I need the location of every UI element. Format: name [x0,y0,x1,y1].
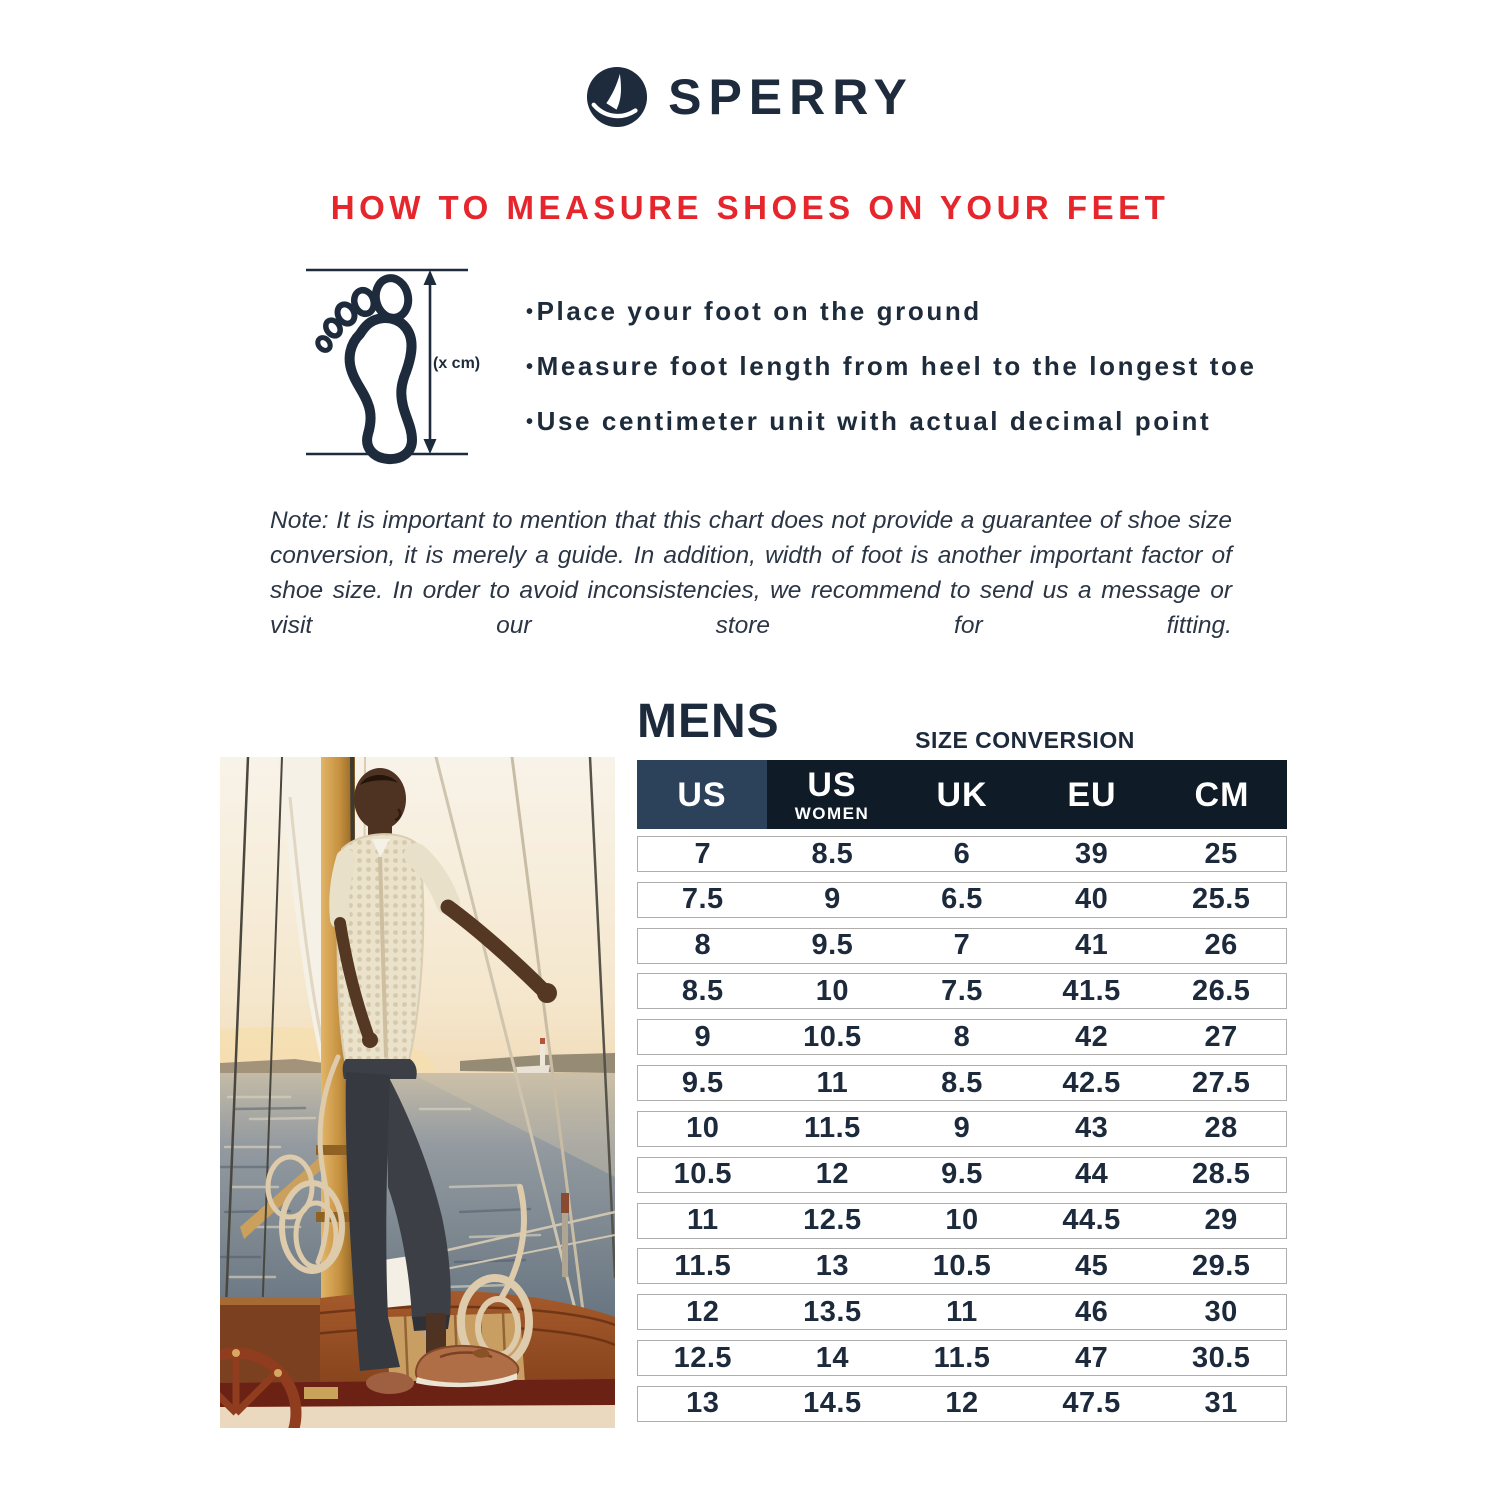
column-header-us [637,760,767,829]
table-cell: 28.5 [1191,1158,1251,1191]
table-cell: 30.5 [1191,1341,1251,1374]
table-row [637,928,1287,964]
table-cell: 26.5 [1191,974,1251,1007]
table-cell: 13 [686,1387,720,1420]
column-header-us-women [767,760,897,829]
table-cell: 12 [686,1295,720,1328]
table-cell: 41 [1074,929,1109,962]
table-cell: 12 [945,1387,979,1420]
table-cell: 9 [953,1112,971,1145]
table-cell: 9 [824,883,841,916]
table-row [637,836,1287,872]
table-cell: 44 [1074,1158,1109,1191]
table-cell: 13.5 [803,1295,862,1328]
table-cell: 8.5 [811,837,854,870]
table-cell: 8.5 [941,1066,983,1099]
table-cell: 8 [953,1020,971,1053]
table-row [637,1248,1287,1284]
table-cell: 28 [1204,1112,1238,1145]
table-cell: 7 [953,929,971,962]
table-cell: 10.5 [673,1158,733,1191]
table-cell: 44.5 [1062,1204,1121,1237]
column-header-cm [1157,760,1287,829]
table-cell: 7.5 [681,883,724,916]
table-cell: 8 [694,929,712,962]
brand-logo [0,66,1500,128]
table-cell: 9.5 [681,1066,724,1099]
sperry-sailboat-icon [586,66,648,128]
table-cell: 47 [1074,1341,1109,1374]
table-row [637,1386,1287,1422]
column-header-uk [897,760,1027,829]
table-cell: 11.5 [674,1249,732,1282]
table-cell: 11 [946,1295,978,1328]
table-cell: 10 [686,1112,720,1145]
size-table-body [637,836,1287,1422]
disclaimer-note: Note: It is important to mention that this chart does not provide a guarantee of shoe size conversion, it is merely a guide. In addition, width of foot is another important factor of shoe size. In order to avoid inconsistencies, we recommend to send us a message or visit our store for fitting. [270,507,1232,639]
table-row [637,1065,1287,1101]
table-cell: 39 [1074,837,1109,870]
column-header-eu [1027,760,1157,829]
table-cell: 45 [1074,1249,1109,1282]
table-row [637,1294,1287,1330]
table-cell: 29 [1204,1204,1238,1237]
lifestyle-photo [220,757,615,1428]
table-cell: 46 [1074,1295,1109,1328]
table-row [637,1157,1287,1193]
instruction-list [526,296,1257,461]
table-cell: 29.5 [1191,1249,1251,1282]
table-row [637,882,1287,918]
instruction-item: • Measure foot length from heel to the longest toe [526,351,1216,382]
table-cell: 12.5 [673,1341,733,1374]
table-row [637,1340,1287,1376]
table-cell: 43 [1074,1112,1109,1145]
column-label: UK [936,775,988,814]
table-cell: 47.5 [1062,1387,1121,1420]
column-label: US [807,765,857,804]
foot-measure-diagram [300,256,490,468]
table-cell: 9.5 [811,929,854,962]
page-title: HOW TO MEASURE SHOES ON YOUR FEET [330,189,1170,226]
table-cell: 41.5 [1062,974,1121,1007]
table-cell: 8.5 [681,974,724,1007]
table-cell: 30 [1204,1295,1238,1328]
table-cell: 10 [815,974,850,1007]
table-cell: 6 [953,837,971,870]
measure-label: (x cm) [433,355,481,372]
table-cell: 27.5 [1191,1066,1251,1099]
table-cell: 11 [686,1204,719,1237]
table-cell: 42.5 [1062,1066,1121,1099]
table-cell: 27 [1204,1020,1238,1053]
table-row [637,1019,1287,1055]
table-cell: 12 [815,1158,850,1191]
table-cell: 14 [815,1341,850,1374]
table-cell: 9 [694,1020,712,1053]
table-cell: 9.5 [941,1158,983,1191]
column-label: US [677,775,727,814]
table-cell: 7.5 [941,974,983,1007]
instruction-item: • Use centimeter unit with actual decimal point [526,406,1216,437]
footprint-icon [315,275,412,459]
table-cell: 25.5 [1191,883,1251,916]
table-cell: 11 [816,1066,849,1099]
table-row [637,1111,1287,1147]
column-sublabel: WOMEN [794,803,870,823]
table-cell: 12.5 [803,1204,862,1237]
table-row [637,973,1287,1009]
instruction-item: • Place your foot on the ground [526,296,1216,327]
table-cell: 11.5 [803,1112,861,1145]
table-cell: 25 [1204,837,1238,870]
section-subtitle: SIZE CONVERSION [915,727,1135,753]
table-cell: 42 [1074,1020,1109,1053]
table-cell: 26 [1204,929,1238,962]
table-cell: 31 [1204,1387,1238,1420]
sailboat-scene [220,757,615,1428]
table-cell: 6.5 [941,883,983,916]
table-cell: 7 [694,837,712,870]
size-table-header [637,760,1287,829]
table-cell: 10 [945,1204,979,1237]
table-cell: 10.5 [803,1020,862,1053]
column-label: CM [1194,775,1250,814]
table-cell: 13 [815,1249,850,1282]
table-cell: 11.5 [933,1341,991,1374]
table-cell: 14.5 [803,1387,862,1420]
column-label: EU [1067,775,1117,814]
table-cell: 10.5 [932,1249,992,1282]
table-cell: 40 [1074,883,1109,916]
table-row [637,1203,1287,1239]
brand-name: SPERRY [668,69,914,125]
section-title: MENS [637,695,780,748]
